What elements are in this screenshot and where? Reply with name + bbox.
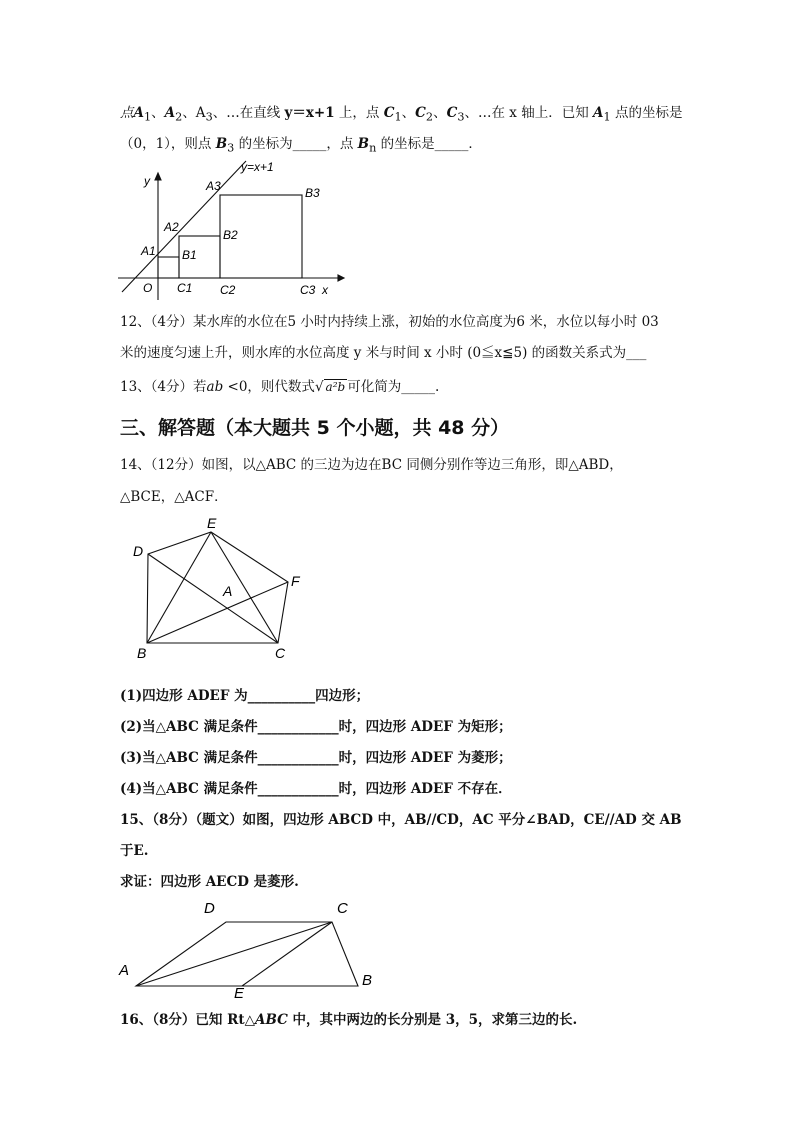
line-y-eq-x-plus-1 <box>122 161 246 292</box>
q13-line: 13、（4分）若ab <0，则代数式√ a²b 可化简为_____. <box>120 379 440 395</box>
label-B1: B1 <box>182 248 197 262</box>
q15-label-B: B <box>362 972 373 989</box>
q15-label-D: D <box>204 900 215 917</box>
q14-sub1: (1)四边形 ADEF 为__________四边形； <box>120 688 370 704</box>
sqrt-expression: √ a²b <box>314 379 346 395</box>
origin-label: O <box>143 281 153 295</box>
section-heading: 三、解答题（本大题共 5 个小题，共 48 分） <box>120 417 510 439</box>
label-C1: C1 <box>177 281 193 295</box>
q16-line: 16、（8分）已知 Rt△ABC 中，其中两边的长分别是 3，5，求第三边的长. <box>120 1012 578 1028</box>
q14-figure <box>125 510 325 670</box>
q14-sub4: (4)当△ABC 满足条件____________时，四边形 ADEF 不存在． <box>120 781 512 797</box>
q14-sub3: (3)当△ABC 满足条件____________时，四边形 ADEF 为菱形； <box>120 750 512 766</box>
q14-label-C: C <box>275 645 286 661</box>
q11-figure <box>110 155 350 305</box>
q15-line1: 15、（8分）（题文）如图，四边形 ABCD 中，AB//CD，AC 平分∠BAD，CE//AD 交 AB <box>120 812 682 828</box>
q14-line2: △BCE，△ACF． <box>120 489 228 505</box>
line-label: y=x+1 <box>241 160 274 174</box>
q11-line2: （0，1），则点 $B_3$ 的坐标为_____，点 $B_n$ 的坐标是_____． <box>120 136 482 155</box>
q12-line2: 米的速度匀速上升，则水库的水位高度 y 米与时间 x 小时 (0≦x≦5) 的函数关系式为___ <box>120 345 647 361</box>
q15-quadrilateral <box>136 922 358 986</box>
label-B2: B2 <box>223 228 238 242</box>
label-A1: A1 <box>141 244 156 258</box>
x-axis-label: x <box>322 283 328 297</box>
q14-label-D: D <box>133 543 144 559</box>
y-axis-label: y <box>144 174 150 188</box>
q14-pentagon <box>147 532 288 643</box>
q15-figure <box>110 895 390 1005</box>
y-axis-arrow-icon <box>155 173 161 180</box>
square-1 <box>158 257 179 278</box>
q11-line1: 点$A_1$、$A_2$、$A_3$、…在直线 y＝x+1 上，点 $C_1$、$C_2$、$C_3$、…在 x 轴上．已知 $A_1$ 点的坐标是 <box>120 105 683 124</box>
label-B3: B3 <box>305 186 320 200</box>
q14-label-E: E <box>207 515 217 531</box>
q15-label-A: A <box>119 962 130 979</box>
q12-line1: 12、（4分）某水库的水位在5 小时内持续上涨，初始的水位高度为6 米，水位以每小时 03 <box>120 314 659 330</box>
x-axis-arrow-icon <box>338 275 344 281</box>
label-A2: A2 <box>164 220 179 234</box>
q15-line2: 于E. <box>120 843 149 859</box>
q14-line1: 14、（12分）如图，以△ABC 的三边为边在BC 同侧分别作等边三角形，即△ABD， <box>120 457 623 473</box>
q14-label-B: B <box>137 645 147 661</box>
label-C2: C2 <box>220 283 236 297</box>
q14-label-F: F <box>291 573 300 589</box>
q15-line3: 求证：四边形 AECD 是菱形. <box>120 874 299 890</box>
q15-label-E: E <box>234 985 245 1002</box>
q15-label-C: C <box>337 900 348 917</box>
q14-sub2: (2)当△ABC 满足条件____________时，四边形 ADEF 为矩形； <box>120 719 512 735</box>
q14-label-A: A <box>223 583 233 599</box>
label-C3: C3 <box>300 283 316 297</box>
label-A3: A3 <box>206 179 221 193</box>
